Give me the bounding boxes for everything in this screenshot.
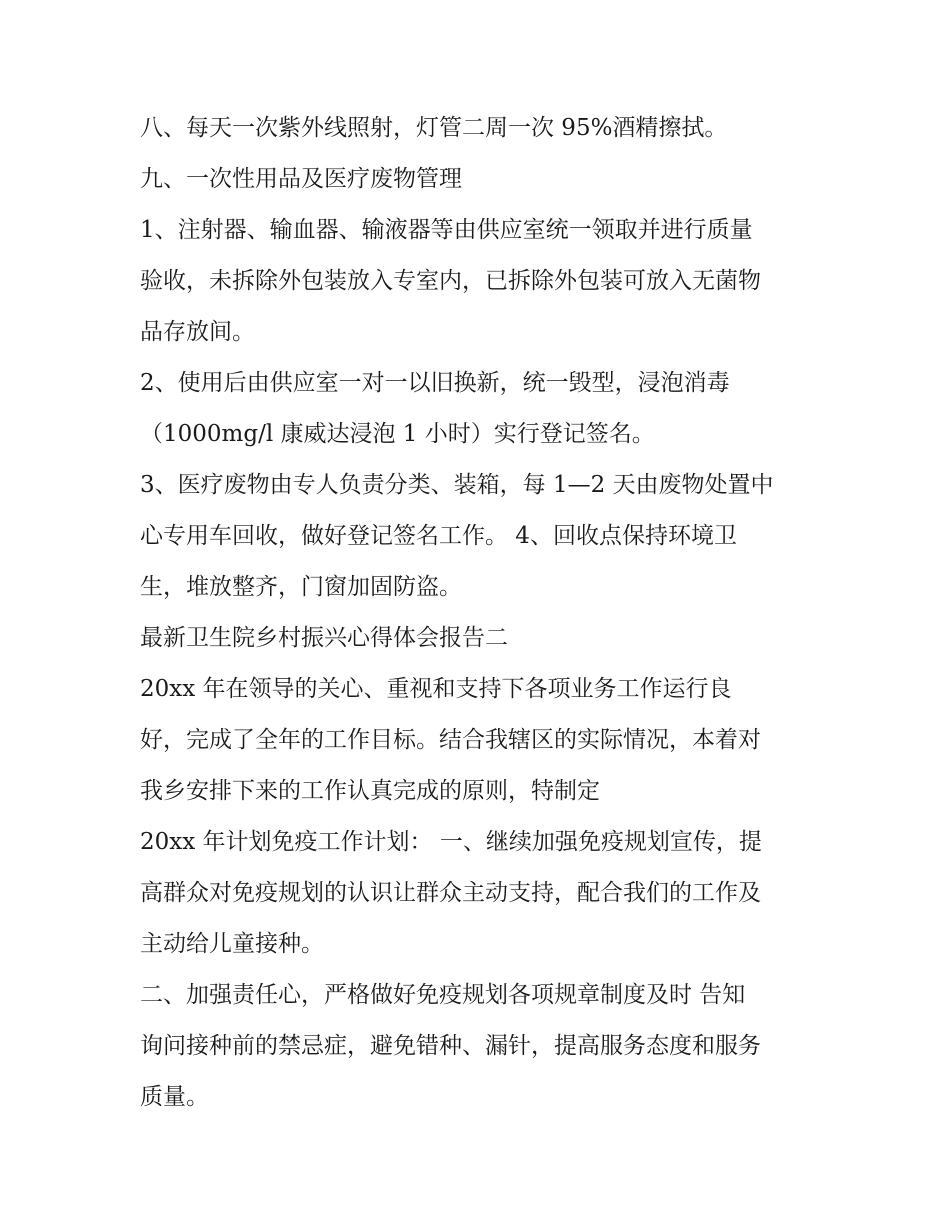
text-line: 2、使用后由供应室一对一以旧换新，统一毁型，浸泡消毒	[140, 370, 730, 396]
text-line: 质量。	[140, 1084, 209, 1110]
text-line: 20xx 年计划免疫工作计划： 一、继续加强免疫规划宣传，提	[140, 829, 762, 855]
text-line: 1、注射器、输血器、输液器等由供应室统一领取并进行质量	[140, 217, 753, 243]
text-line: 心专用车回收，做好登记签名工作。 4、回收点保持环境卫	[140, 523, 737, 549]
text-line: 好，完成了全年的工作目标。结合我辖区的实际情况，本着对	[140, 727, 761, 753]
text-line: 高群众对免疫规划的认识让群众主动支持，配合我们的工作及	[140, 880, 761, 906]
text-line: 20xx 年在领导的关心、重视和支持下各项业务工作运行良	[140, 676, 732, 702]
text-line: 主动给儿童接种。	[140, 931, 324, 957]
report-title: 最新卫生院乡村振兴心得体会报告二	[140, 625, 508, 651]
text-line: 二、加强责任心，严格做好免疫规划各项规章制度及时 告知	[140, 982, 746, 1008]
text-line: 品存放间。	[140, 319, 255, 345]
text-line: 3、医疗废物由专人负责分类、装箱，每 1—2 天由废物处置中	[140, 472, 774, 498]
text-line: 询问接种前的禁忌症，避免错种、漏针，提高服务态度和服务	[140, 1033, 761, 1059]
document-body	[140, 103, 820, 1123]
text-line: 生，堆放整齐，门窗加固防盗。	[140, 574, 462, 600]
text-line: 验收，未拆除外包装放入专室内，已拆除外包装可放入无菌物	[140, 268, 761, 294]
text-line: 我乡安排下来的工作认真完成的原则，特制定	[140, 778, 600, 804]
text-line: 八、每天一次紫外线照射，灯管二周一次 95%酒精擦拭。	[140, 115, 728, 141]
section-heading: 九、一次性用品及医疗废物管理	[140, 166, 462, 192]
text-line: （1000mg/l 康威达浸泡 1 小时）实行登记签名。	[140, 421, 655, 447]
